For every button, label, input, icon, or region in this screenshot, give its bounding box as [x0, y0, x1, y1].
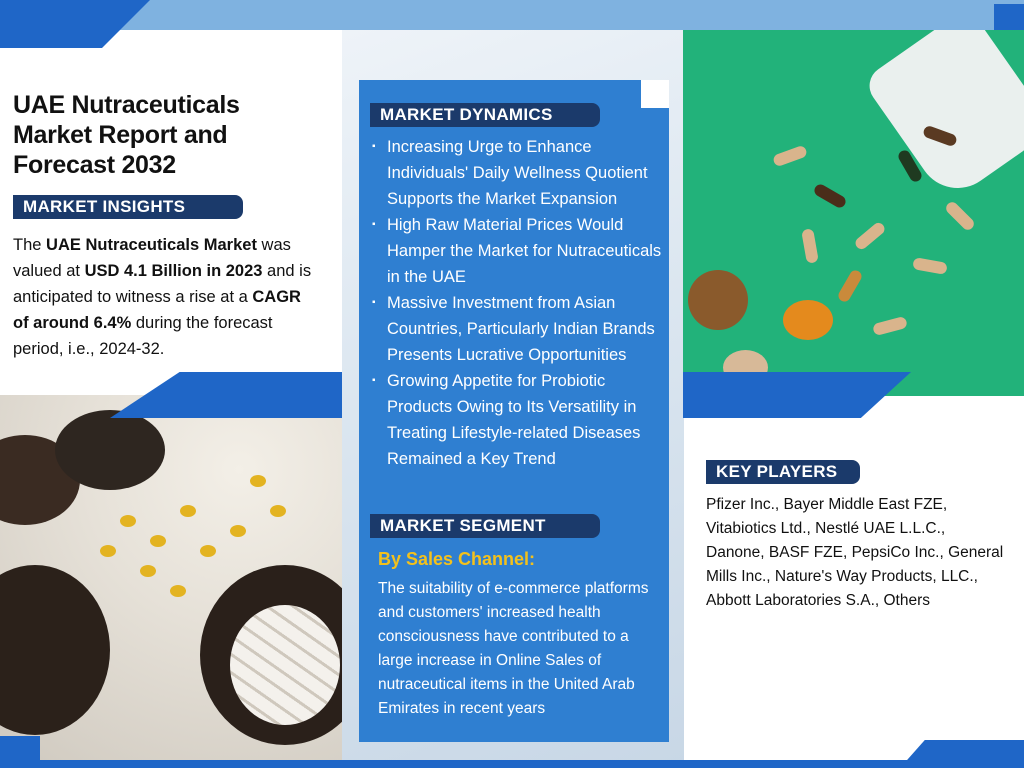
- bottom-right-decor: [900, 740, 1024, 768]
- capsule-image: [683, 30, 1024, 396]
- white-capsules-image: [230, 605, 340, 725]
- list-item: ▪ Growing Appetite for Probiotic Products Owing to Its Versatility in Treating Lifestyle-related Diseases Remained a Key Trend: [372, 368, 662, 472]
- list-item: ▪ Massive Investment from Asian Countries, Particularly Indian Brands Presents Lucrative Opportunities: [372, 290, 662, 368]
- spice-spoon-image: [688, 270, 748, 330]
- page-title: UAE Nutraceuticals Market Report and Forecast 2032: [13, 91, 240, 179]
- list-item: ▪ Increasing Urge to Enhance Individuals' Daily Wellness Quotient Supports the Market Expansion: [372, 134, 662, 212]
- right-decor-strip: [683, 372, 911, 418]
- bottom-decor-band: [0, 760, 1024, 768]
- top-right-decor: [994, 4, 1024, 32]
- market-insights-label: MARKET INSIGHTS: [13, 195, 243, 219]
- panel-corner-notch: [641, 80, 669, 108]
- market-segment-label: MARKET SEGMENT: [370, 514, 600, 538]
- capsules-photo: [683, 30, 1024, 396]
- segment-heading: By Sales Channel:: [378, 549, 536, 569]
- key-players-text: Pfizer Inc., Bayer Middle East FZE, Vitabiotics Ltd., Nestlé UAE L.L.C., Danone, BASF FZE, PepsiCo Inc., General Mills Inc., Nature's Way Products, LLC., Abbott Laboratories S.A., Others: [706, 496, 1004, 609]
- market-dynamics-label: MARKET DYNAMICS: [370, 103, 600, 127]
- turmeric-powder-image: [783, 300, 833, 340]
- segment-text: The suitability of e-commerce platforms and customers' increased health consciousness have contributed to a large increase in Online Sales of nutraceutical items in the United Arab Emirates in recent years: [378, 580, 649, 717]
- top-decor-band: [0, 0, 1024, 30]
- left-decor-strip: [110, 372, 342, 418]
- market-insights-text: The UAE Nutraceuticals Market was valued at USD 4.1 Billion in 2023 and is anticipated to witness a rise at a CAGR of around 6.4% during the forecast period, i.e., 2024-32.: [13, 236, 312, 358]
- key-players-label: KEY PLAYERS: [706, 460, 860, 484]
- bottom-left-decor: [0, 736, 40, 768]
- list-item: ▪ High Raw Material Prices Would Hamper the Market for Nutraceuticals in the UAE: [372, 212, 662, 290]
- supplements-photo: [0, 395, 342, 768]
- market-dynamics-list: [372, 134, 662, 472]
